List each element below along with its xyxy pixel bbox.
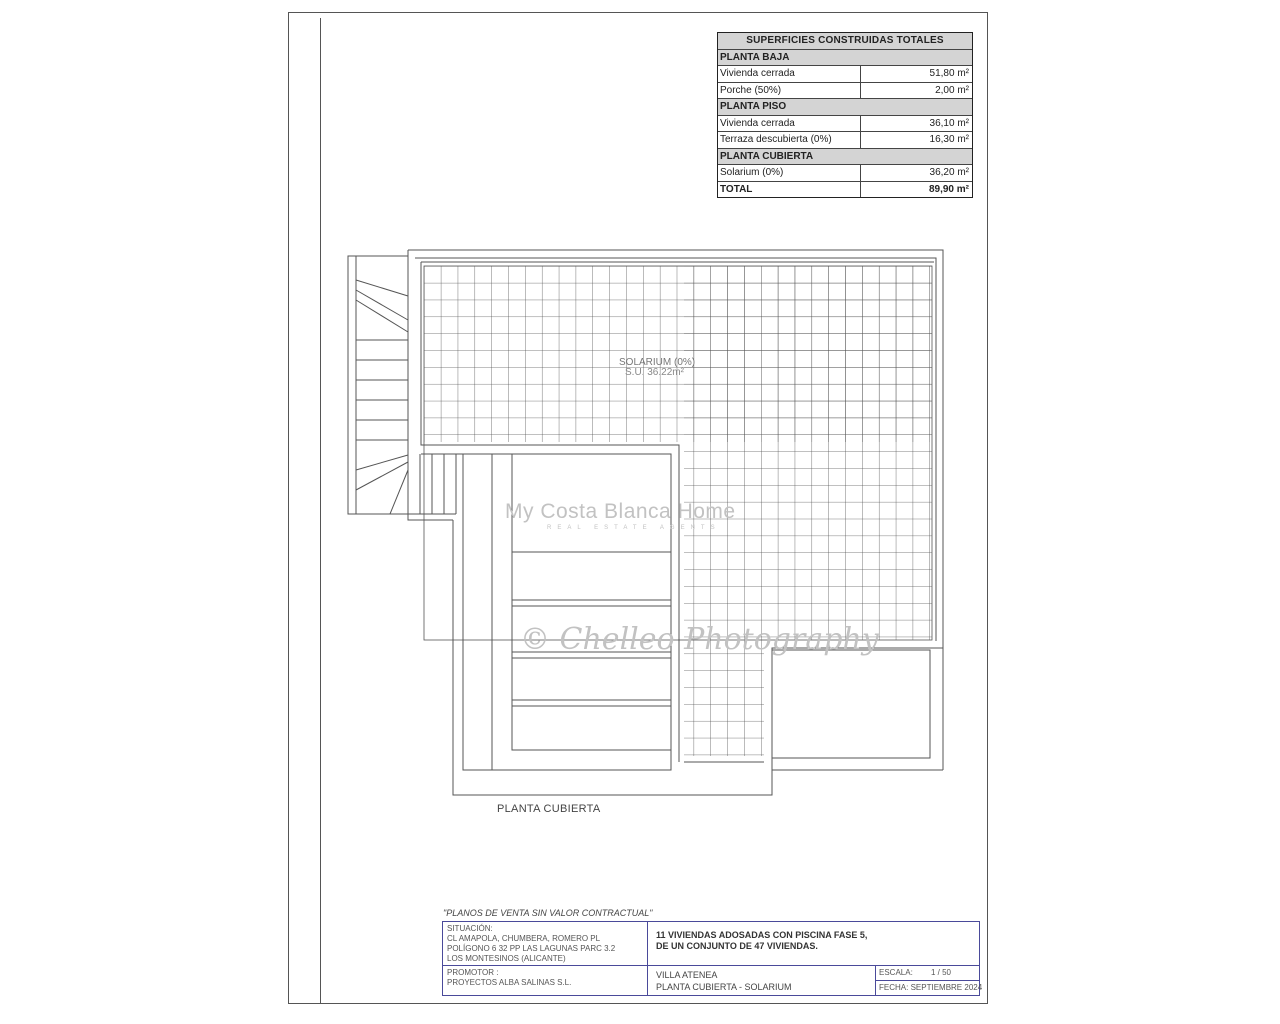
promotor-value: PROYECTOS ALBA SALINAS S.L. (447, 978, 572, 987)
escala-value: 1 / 50 (930, 968, 951, 977)
drawing-sheet-title: PLANTA CUBIERTA - SOLARIUM (656, 982, 792, 992)
project-line: 11 VIVIENDAS ADOSADAS CON PISCINA FASE 5, (656, 930, 868, 940)
row-value: 2,00 m² (935, 84, 969, 96)
row-value: 16,30 m² (929, 134, 969, 145)
row-label: Terraza descubierta (0%) (718, 132, 861, 148)
title-block (442, 921, 983, 996)
row-label: Porche (50%) (718, 83, 861, 99)
total-value: 89,90 m² (928, 183, 969, 195)
photo-watermark: © Chelleo Photography (520, 622, 879, 657)
section-planta-baja: PLANTA BAJA (718, 49, 972, 66)
project-cell (648, 922, 979, 966)
agency-watermark-sub: REAL ESTATE AGENTS (547, 525, 721, 531)
row-value: 36,20 m² (929, 167, 969, 178)
row-label: Vivienda cerrada (718, 66, 861, 82)
fecha-value: SEPTIEMBRE 2024 (910, 983, 983, 992)
drawing-name: VILLA ATENEA (656, 970, 718, 980)
agency-watermark (505, 500, 736, 531)
areas-table-title: SUPERFICIES CONSTRUIDAS TOTALES (718, 33, 972, 49)
promotor-cell (443, 966, 648, 995)
row-value: 51,80 m² (929, 68, 969, 79)
situacion-label: SITUACIÓN: (447, 924, 493, 933)
disclaimer-note: "PLANOS DE VENTA SIN VALOR CONTRACTUAL" (443, 908, 653, 918)
total-label: TOTAL (718, 182, 861, 198)
situacion-cell (443, 922, 648, 966)
section-planta-piso: PLANTA PISO (718, 98, 972, 115)
situacion-line: LOS MONTESINOS (ALICANTE) (447, 954, 566, 963)
section-planta-cubierta: PLANTA CUBIERTA (718, 148, 972, 165)
drawing-cell (648, 966, 876, 995)
escala-label: ESCALA: (879, 968, 913, 977)
solarium-area: S.U. 36.22m² (625, 367, 684, 378)
row-label: Solarium (0%) (718, 165, 861, 181)
project-line: DE UN CONJUNTO DE 47 VIVIENDAS. (656, 941, 818, 951)
situacion-line: CL AMAPOLA, CHUMBERA, ROMERO PL (447, 934, 601, 943)
plan-title: PLANTA CUBIERTA (497, 803, 601, 815)
promotor-label: PROMOTOR : (447, 968, 499, 977)
escala-cell (876, 966, 979, 981)
situacion-line: POLÍGONO 6 32 PP LAS LAGUNAS PARC 3.2 (447, 944, 616, 953)
row-value: 36,10 m² (929, 117, 969, 129)
agency-watermark-text: My Costa Blanca Home (505, 500, 736, 523)
solarium-label: SOLARIUM (0%) (619, 357, 696, 368)
fecha-cell (876, 981, 983, 995)
fecha-label: FECHA: (879, 983, 909, 992)
row-label: Vivienda cerrada (718, 116, 861, 132)
